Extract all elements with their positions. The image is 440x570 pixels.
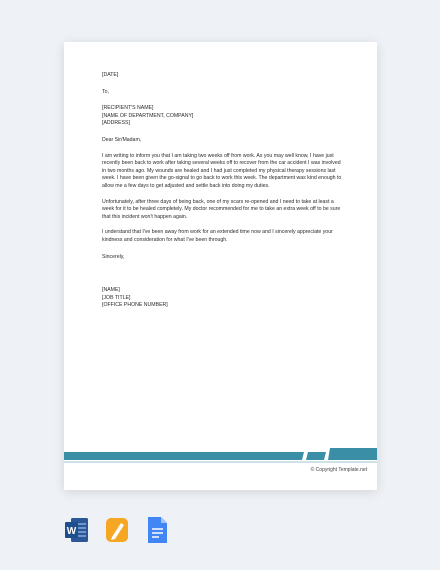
recipient-address: [ADDRESS]: [102, 120, 130, 127]
signer-job-title: [JOB TITLE]: [102, 294, 131, 301]
signer-phone: [OFFICE PHONE NUMBER]: [102, 302, 168, 309]
recipient-department: [NAME OF DEPARTMENT, COMPANY]: [102, 112, 194, 119]
footer-band-bar: [64, 452, 304, 460]
recipient-name: [RECIPIENT'S NAME]: [102, 105, 154, 112]
word-icon[interactable]: [64, 515, 90, 545]
letter-page: [64, 42, 377, 490]
footer-band-slash: [306, 452, 326, 460]
copyright-text: © Copyright Template.net: [310, 467, 367, 473]
letter-date: [DATE]: [102, 72, 119, 78]
paragraph-1: I am writing to inform you that I am taking two weeks off from work. As you may well know, I have just recently been back to work after taking several weeks off to recover from the car accident I was involved in two months ago. My wounds are healed and I had just completed my physical therapy sessions last week. I have been given the go-signal to go back to work this week. The department was kind enough to allow me a few days to get adjusted and settle back into doing my duties.: [102, 152, 342, 189]
svg-text:W: W: [66, 526, 77, 537]
paragraph-3: I understand that I've been away from work for an extended time now and I sincerely appreciate your kindness and consideration for what I've been through.: [102, 229, 333, 243]
paragraph-2: Unfortunately, after three days of being back, one of my scars re-opened and I need to take at least a week for it to be healed completely. My doctor recommended for me to take an extra week off to be sure that this incident won't happen again.: [102, 198, 341, 220]
letter-body: [102, 72, 342, 310]
salutation: Dear Sir/Madam,: [102, 136, 142, 143]
footer-band-tab: [328, 448, 377, 460]
letter-to: To,: [102, 88, 109, 95]
pages-icon[interactable]: [104, 515, 130, 545]
footer-decoration: [64, 446, 377, 466]
closing: Sincerely,: [102, 253, 125, 260]
google-docs-icon[interactable]: [144, 515, 170, 545]
signer-name: [NAME]: [102, 287, 120, 294]
